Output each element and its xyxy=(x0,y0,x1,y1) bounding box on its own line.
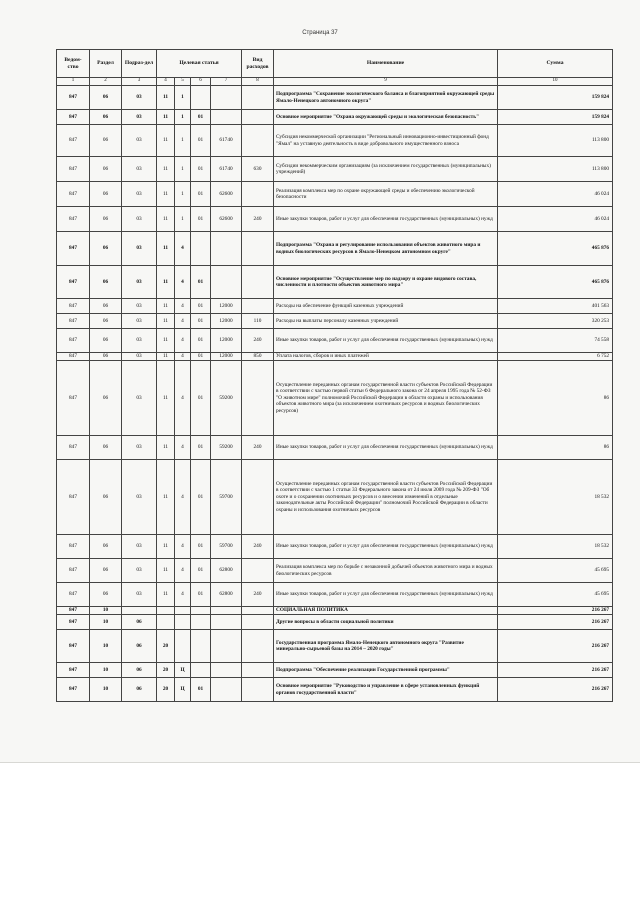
table-row xyxy=(57,607,613,615)
col-number: 9 xyxy=(274,78,498,86)
department-cell: 847 xyxy=(57,436,90,460)
direction-cell xyxy=(211,110,242,125)
activity-cell: 01 xyxy=(191,678,211,702)
section-cell: 06 xyxy=(90,361,122,436)
direction-cell: 61740 xyxy=(211,157,242,182)
activity-cell: 01 xyxy=(191,460,211,535)
subprogram-cell: 1 xyxy=(175,182,191,207)
table-row xyxy=(57,678,613,702)
col-number: 6 xyxy=(191,78,211,86)
section-cell: 06 xyxy=(90,110,122,125)
expense-type-cell xyxy=(242,607,274,615)
table-row xyxy=(57,86,613,110)
direction-cell: 62800 xyxy=(211,583,242,607)
subsection-cell: 03 xyxy=(122,182,157,207)
program-cell: 11 xyxy=(157,266,175,299)
table-row xyxy=(57,361,613,436)
subsection-cell: 06 xyxy=(122,678,157,702)
expense-type-cell: 240 xyxy=(242,535,274,559)
subprogram-cell: 4 xyxy=(175,583,191,607)
subsection-cell: 03 xyxy=(122,314,157,329)
program-cell xyxy=(157,615,175,630)
name-cell: Расходы на выплаты персоналу казенных учреждений xyxy=(274,314,498,329)
section-cell: 06 xyxy=(90,232,122,266)
name-cell: Уплата налогов, сборов и иных платежей xyxy=(274,353,498,361)
program-cell: 11 xyxy=(157,353,175,361)
subprogram-cell: 1 xyxy=(175,125,191,157)
activity-cell xyxy=(191,86,211,110)
direction-cell: 62600 xyxy=(211,207,242,232)
sum-cell: 159 824 xyxy=(498,110,613,125)
sum-cell: 45 695 xyxy=(498,559,613,583)
name-cell: Подпрограмма "Обеспечение реализации Государственной программы" xyxy=(274,663,498,678)
col-number: 7 xyxy=(211,78,242,86)
direction-cell xyxy=(211,232,242,266)
sum-cell: 18 532 xyxy=(498,535,613,559)
sum-cell: 6 752 xyxy=(498,353,613,361)
subsection-cell: 03 xyxy=(122,299,157,314)
subsection-cell: 03 xyxy=(122,86,157,110)
department-cell: 847 xyxy=(57,583,90,607)
program-cell: 11 xyxy=(157,329,175,353)
subprogram-cell: 4 xyxy=(175,329,191,353)
subsection-cell: 03 xyxy=(122,583,157,607)
subsection-cell: 03 xyxy=(122,266,157,299)
section-cell: 10 xyxy=(90,630,122,663)
expense-type-cell xyxy=(242,615,274,630)
program-cell: 11 xyxy=(157,110,175,125)
department-cell: 847 xyxy=(57,353,90,361)
section-cell: 06 xyxy=(90,125,122,157)
program-cell: 20 xyxy=(157,678,175,702)
section-cell: 06 xyxy=(90,329,122,353)
header-department: Ведом-ство xyxy=(57,50,90,78)
expense-type-cell xyxy=(242,125,274,157)
header-name: Наименование xyxy=(274,50,498,78)
header-subsection: Подраз-дел xyxy=(122,50,157,78)
sum-cell: 86 xyxy=(498,361,613,436)
program-cell: 11 xyxy=(157,314,175,329)
department-cell: 847 xyxy=(57,182,90,207)
col-number: 2 xyxy=(90,78,122,86)
section-cell: 06 xyxy=(90,266,122,299)
program-cell: 11 xyxy=(157,232,175,266)
name-cell: Иные закупки товаров, работ и услуг для обеспечения государственных (муниципальных) нужд xyxy=(274,535,498,559)
activity-cell: 01 xyxy=(191,361,211,436)
table-row xyxy=(57,232,613,266)
activity-cell xyxy=(191,630,211,663)
activity-cell: 01 xyxy=(191,182,211,207)
sum-cell: 216 267 xyxy=(498,607,613,615)
program-cell: 11 xyxy=(157,299,175,314)
name-cell: Подпрограмма "Сохранение экологического баланса и благоприятной окружающей среды Ямало-Ненецкого автономного округа" xyxy=(274,86,498,110)
table-row xyxy=(57,353,613,361)
sum-cell: 45 695 xyxy=(498,583,613,607)
expense-type-cell xyxy=(242,460,274,535)
name-cell: Иные закупки товаров, работ и услуг для обеспечения государственных (муниципальных) нужд xyxy=(274,207,498,232)
section-cell: 06 xyxy=(90,182,122,207)
name-cell: Подпрограмма "Охрана и регулирование использования объектов животного мира и водных биологических ресурсов в Ямало-Ненецком автономном округе" xyxy=(274,232,498,266)
program-cell xyxy=(157,607,175,615)
subprogram-cell: 1 xyxy=(175,86,191,110)
direction-cell: 59700 xyxy=(211,535,242,559)
activity-cell xyxy=(191,232,211,266)
activity-cell: 01 xyxy=(191,207,211,232)
activity-cell: 01 xyxy=(191,314,211,329)
table-row xyxy=(57,583,613,607)
department-cell: 847 xyxy=(57,361,90,436)
activity-cell: 01 xyxy=(191,535,211,559)
direction-cell xyxy=(211,663,242,678)
department-cell: 847 xyxy=(57,663,90,678)
name-cell: Иные закупки товаров, работ и услуг для обеспечения государственных (муниципальных) нужд xyxy=(274,583,498,607)
section-cell: 10 xyxy=(90,615,122,630)
sum-cell: 216 267 xyxy=(498,615,613,630)
subprogram-cell: 4 xyxy=(175,314,191,329)
program-cell: 11 xyxy=(157,182,175,207)
sum-cell: 465 876 xyxy=(498,232,613,266)
table-row xyxy=(57,110,613,125)
section-cell: 06 xyxy=(90,535,122,559)
name-cell: Основное мероприятие "Руководство и управление в сфере установленных функций органов государственной власти" xyxy=(274,678,498,702)
activity-cell: 01 xyxy=(191,436,211,460)
expense-type-cell xyxy=(242,630,274,663)
subsection-cell: 03 xyxy=(122,207,157,232)
section-cell: 06 xyxy=(90,207,122,232)
table-row xyxy=(57,615,613,630)
expense-type-cell: 240 xyxy=(242,436,274,460)
department-cell: 847 xyxy=(57,329,90,353)
col-number: 8 xyxy=(242,78,274,86)
department-cell: 847 xyxy=(57,299,90,314)
table-row xyxy=(57,663,613,678)
col-number: 4 xyxy=(157,78,175,86)
direction-cell: 12000 xyxy=(211,353,242,361)
department-cell: 847 xyxy=(57,232,90,266)
activity-cell: 01 xyxy=(191,157,211,182)
section-cell: 06 xyxy=(90,436,122,460)
name-cell: Осуществление переданных органам государственной власти субъектов Российской Федерации в соответствии с частью первой статьи 6 Федерального закона от 24 апреля 1995 года № 52-ФЗ "О животном мире" полномочий Российской Федерации в области охраны и использования объектов животного мира (за исключением охотничьих ресурсов и водных биологических ресурсов) xyxy=(274,361,498,436)
subprogram-cell: 4 xyxy=(175,460,191,535)
department-cell: 847 xyxy=(57,615,90,630)
expense-type-cell xyxy=(242,110,274,125)
department-cell: 847 xyxy=(57,86,90,110)
header-expense-type: Вид расходов xyxy=(242,50,274,78)
department-cell: 847 xyxy=(57,678,90,702)
department-cell: 847 xyxy=(57,607,90,615)
name-cell: Расходы на обеспечение функций казенных учреждений xyxy=(274,299,498,314)
program-cell: 11 xyxy=(157,436,175,460)
subprogram-cell: 4 xyxy=(175,299,191,314)
table-row xyxy=(57,266,613,299)
name-cell: Осуществление переданных органам государственной власти субъектов Российской Федерации в соответствии с частью 1 статьи 33 Федерального закона от 24 июля 2009 года № 209-ФЗ "Об охоте и о сохранении охотничьих ресурсов и о внесении изменений в отдельные законодательные акты Российской Федерации" полномочий Российской Федерации в области охраны и использования охотничьих ресурсов xyxy=(274,460,498,535)
department-cell: 847 xyxy=(57,266,90,299)
subsection-cell: 03 xyxy=(122,460,157,535)
subsection-cell: 03 xyxy=(122,361,157,436)
name-cell: Реализация комплекса мер по охране окружающей среды и обеспечению экологической безопасности xyxy=(274,182,498,207)
program-cell: 11 xyxy=(157,207,175,232)
program-cell: 11 xyxy=(157,157,175,182)
table-row xyxy=(57,460,613,535)
subprogram-cell: 4 xyxy=(175,559,191,583)
expense-type-cell: 240 xyxy=(242,207,274,232)
subprogram-cell: 4 xyxy=(175,232,191,266)
direction-cell: 12000 xyxy=(211,299,242,314)
activity-cell: 01 xyxy=(191,110,211,125)
sum-cell: 320 253 xyxy=(498,314,613,329)
expense-type-cell xyxy=(242,663,274,678)
name-cell: Субсидия некоммерческой организации "Региональный инновационно-инвестиционный фонд "Ямал" на уставную деятельность в виде добровольного имущественного взноса xyxy=(274,125,498,157)
direction-cell xyxy=(211,607,242,615)
section-cell: 10 xyxy=(90,607,122,615)
activity-cell: 01 xyxy=(191,299,211,314)
sum-cell: 216 267 xyxy=(498,630,613,663)
table-body xyxy=(57,86,613,702)
program-cell: 11 xyxy=(157,559,175,583)
direction-cell xyxy=(211,615,242,630)
sum-cell: 18 532 xyxy=(498,460,613,535)
expense-type-cell xyxy=(242,678,274,702)
name-cell: Реализация комплекса мер по борьбе с незаконной добычей объектов животного мира и водных биологических ресурсов xyxy=(274,559,498,583)
section-cell: 06 xyxy=(90,299,122,314)
name-cell: СОЦИАЛЬНАЯ ПОЛИТИКА xyxy=(274,607,498,615)
subsection-cell: 03 xyxy=(122,329,157,353)
subprogram-cell: 4 xyxy=(175,353,191,361)
expense-type-cell: 240 xyxy=(242,583,274,607)
activity-cell: 01 xyxy=(191,353,211,361)
section-cell: 10 xyxy=(90,663,122,678)
name-cell: Иные закупки товаров, работ и услуг для обеспечения государственных (муниципальных) нужд xyxy=(274,436,498,460)
department-cell: 847 xyxy=(57,630,90,663)
department-cell: 847 xyxy=(57,207,90,232)
subprogram-cell: 1 xyxy=(175,110,191,125)
direction-cell: 59200 xyxy=(211,436,242,460)
subprogram-cell xyxy=(175,630,191,663)
program-cell: 11 xyxy=(157,86,175,110)
section-cell: 06 xyxy=(90,460,122,535)
department-cell: 847 xyxy=(57,559,90,583)
sum-cell: 113 800 xyxy=(498,157,613,182)
section-cell: 06 xyxy=(90,583,122,607)
section-cell: 06 xyxy=(90,314,122,329)
table-row xyxy=(57,207,613,232)
subprogram-cell xyxy=(175,615,191,630)
section-cell: 06 xyxy=(90,353,122,361)
header-section: Раздел xyxy=(90,50,122,78)
table-row xyxy=(57,125,613,157)
name-cell: Иные закупки товаров, работ и услуг для обеспечения государственных (муниципальных) нужд xyxy=(274,329,498,353)
sum-cell: 86 xyxy=(498,436,613,460)
subprogram-cell: 4 xyxy=(175,361,191,436)
subprogram-cell: Ц xyxy=(175,663,191,678)
col-number: 1 xyxy=(57,78,90,86)
page-number-label: Страница 37 xyxy=(302,30,338,36)
direction-cell xyxy=(211,630,242,663)
direction-cell: 59200 xyxy=(211,361,242,436)
section-cell: 06 xyxy=(90,559,122,583)
table-row xyxy=(57,157,613,182)
subprogram-cell: 4 xyxy=(175,266,191,299)
sum-cell: 216 267 xyxy=(498,663,613,678)
activity-cell xyxy=(191,607,211,615)
table-row xyxy=(57,436,613,460)
subsection-cell: 03 xyxy=(122,125,157,157)
activity-cell: 01 xyxy=(191,329,211,353)
expense-type-cell: 240 xyxy=(242,329,274,353)
column-number-row xyxy=(57,78,613,86)
section-cell: 10 xyxy=(90,678,122,702)
department-cell: 847 xyxy=(57,460,90,535)
department-cell: 847 xyxy=(57,157,90,182)
name-cell: Субсидии некоммерческим организациям (за исключением государственных (муниципальных) учреждений) xyxy=(274,157,498,182)
subprogram-cell: 1 xyxy=(175,157,191,182)
activity-cell xyxy=(191,663,211,678)
col-number: 10 xyxy=(498,78,613,86)
sum-cell: 74 558 xyxy=(498,329,613,353)
table-row xyxy=(57,314,613,329)
expense-type-cell: 630 xyxy=(242,157,274,182)
name-cell: Другие вопросы в области социальной политики xyxy=(274,615,498,630)
program-cell: 11 xyxy=(157,535,175,559)
department-cell: 847 xyxy=(57,110,90,125)
direction-cell: 62600 xyxy=(211,182,242,207)
activity-cell xyxy=(191,615,211,630)
name-cell: Государственная программа Ямало-Ненецкого автономного округа "Развитие минерально-сырьевой базы на 2014 – 2020 годы" xyxy=(274,630,498,663)
sum-cell: 401 563 xyxy=(498,299,613,314)
direction-cell xyxy=(211,266,242,299)
sum-cell: 216 267 xyxy=(498,678,613,702)
expense-type-cell xyxy=(242,232,274,266)
direction-cell xyxy=(211,678,242,702)
department-cell: 847 xyxy=(57,535,90,559)
program-cell: 20 xyxy=(157,663,175,678)
direction-cell: 12000 xyxy=(211,329,242,353)
expense-type-cell xyxy=(242,559,274,583)
subsection-cell: 03 xyxy=(122,436,157,460)
expense-type-cell: 110 xyxy=(242,314,274,329)
direction-cell: 62800 xyxy=(211,559,242,583)
subsection-cell: 06 xyxy=(122,630,157,663)
col-number: 5 xyxy=(175,78,191,86)
name-cell: Основное мероприятие "Охрана окружающей среды и экологическая безопасность" xyxy=(274,110,498,125)
table-row xyxy=(57,630,613,663)
table-row xyxy=(57,535,613,559)
activity-cell: 01 xyxy=(191,583,211,607)
col-number: 3 xyxy=(122,78,157,86)
header-sum: Сумма xyxy=(498,50,613,78)
table-row xyxy=(57,182,613,207)
sum-cell: 465 876 xyxy=(498,266,613,299)
table-header-row xyxy=(57,50,613,78)
subprogram-cell xyxy=(175,607,191,615)
department-cell: 847 xyxy=(57,314,90,329)
sum-cell: 113 800 xyxy=(498,125,613,157)
name-cell: Основное мероприятие "Осуществление мер по надзору и охране видового состава, численности и плотности объектов животного мира" xyxy=(274,266,498,299)
sum-cell: 159 824 xyxy=(498,86,613,110)
direction-cell: 59700 xyxy=(211,460,242,535)
subsection-cell: 03 xyxy=(122,232,157,266)
expense-type-cell: 850 xyxy=(242,353,274,361)
direction-cell xyxy=(211,86,242,110)
subprogram-cell: 1 xyxy=(175,207,191,232)
subprogram-cell: 4 xyxy=(175,436,191,460)
section-cell: 06 xyxy=(90,86,122,110)
program-cell: 11 xyxy=(157,460,175,535)
section-cell: 06 xyxy=(90,157,122,182)
activity-cell: 01 xyxy=(191,125,211,157)
expense-type-cell xyxy=(242,86,274,110)
sum-cell: 46 024 xyxy=(498,207,613,232)
activity-cell: 01 xyxy=(191,266,211,299)
budget-table xyxy=(56,49,613,702)
subprogram-cell: 4 xyxy=(175,535,191,559)
program-cell: 11 xyxy=(157,583,175,607)
table-row xyxy=(57,299,613,314)
program-cell: 11 xyxy=(157,125,175,157)
expense-type-cell xyxy=(242,266,274,299)
activity-cell: 01 xyxy=(191,559,211,583)
subsection-cell xyxy=(122,607,157,615)
subsection-cell: 03 xyxy=(122,559,157,583)
direction-cell: 61740 xyxy=(211,125,242,157)
direction-cell: 12000 xyxy=(211,314,242,329)
subsection-cell: 03 xyxy=(122,535,157,559)
subprogram-cell: Ц xyxy=(175,678,191,702)
subsection-cell: 03 xyxy=(122,353,157,361)
subsection-cell: 06 xyxy=(122,615,157,630)
subsection-cell: 06 xyxy=(122,663,157,678)
subsection-cell: 03 xyxy=(122,110,157,125)
expense-type-cell xyxy=(242,299,274,314)
table-row xyxy=(57,329,613,353)
expense-type-cell xyxy=(242,182,274,207)
sum-cell: 46 024 xyxy=(498,182,613,207)
table-row xyxy=(57,559,613,583)
department-cell: 847 xyxy=(57,125,90,157)
program-cell: 20 xyxy=(157,630,175,663)
program-cell: 11 xyxy=(157,361,175,436)
subsection-cell: 03 xyxy=(122,157,157,182)
header-target-article: Целевая статья xyxy=(157,50,242,78)
expense-type-cell xyxy=(242,361,274,436)
